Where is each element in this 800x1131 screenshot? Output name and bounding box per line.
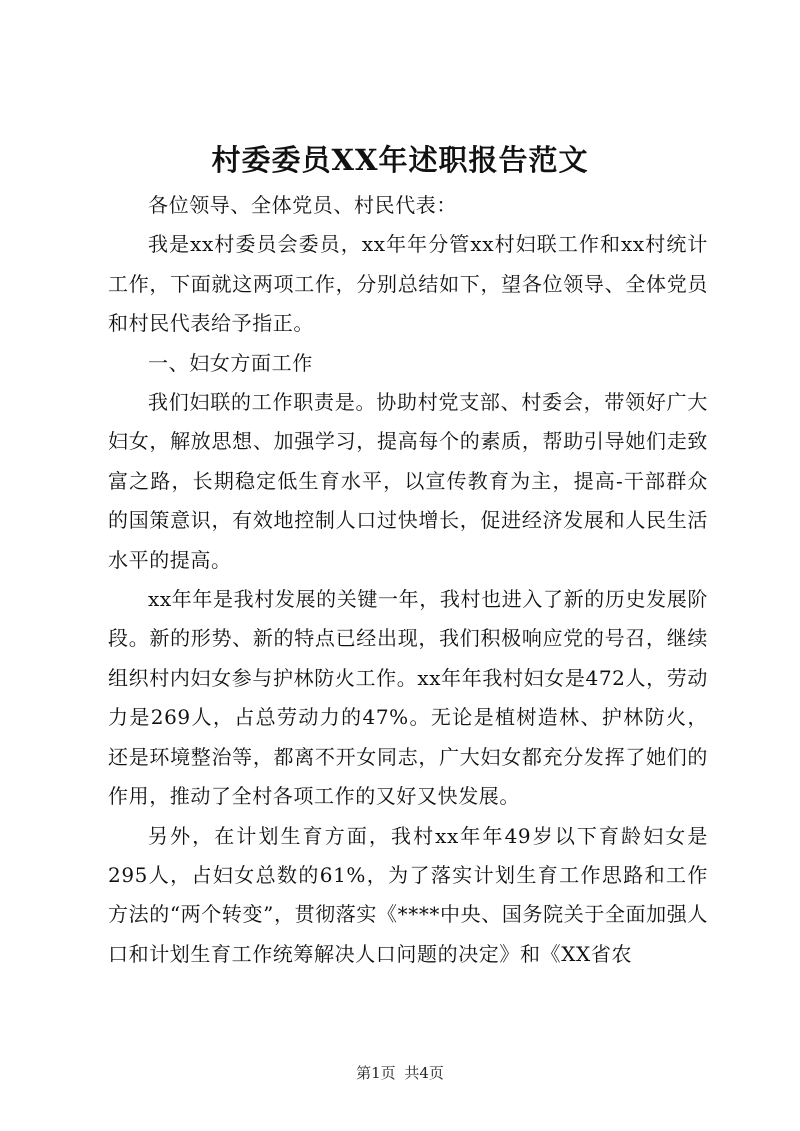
page-footer	[0, 1062, 800, 1083]
salutation-paragraph: 各位领导、全体党员、村民代表：	[148, 193, 457, 217]
page-total: 共4页	[404, 1064, 444, 1082]
document-body	[108, 186, 708, 974]
body-paragraph: 我们妇联的工作职责是。协助村党支部、村委会，带领好广大妇女，解放思想、加强学习，提高每个的素质，帮助引导她们走致富之路，长期稳定低生育水平，以宣传教育为主，提高-干部群众的国策意识，有效地控制人口过快增长，促进经济发展和人民生活水平的提高。	[108, 390, 708, 572]
intro-paragraph: 我是xx村委员会委员，xx年年分管xx村妇联工作和xx村统计工作，下面就这两项工作，分别总结如下，望各位领导、全体党员和村民代表给予指正。	[108, 232, 708, 336]
document-title: 村委委员XX年述职报告范文	[211, 143, 589, 177]
page-number: 第1页	[356, 1064, 396, 1082]
body-paragraph: 另外，在计划生育方面，我村xx年年49岁以下育龄妇女是295人，占妇女总数的61%，为了落实计划生育工作思路和工作方法的“两个转变”，贯彻落实《****中央、国务院关于全面加强人口和计划生育工作统筹解决人口问题的决定》和《XX省农	[108, 823, 708, 966]
section-heading: 一、妇女方面工作	[148, 350, 313, 375]
body-paragraph: xx年年是我村发展的关键一年，我村也进入了新的历史发展阶段。新的形势、新的特点已经出现，我们积极响应党的号召，继续组织村内妇女参与护林防火工作。xx年年我村妇女是472人，劳动力是269人，占总劳动力的47%。无论是植树造林、护林防火，还是环境整治等，都离不开女同志，广大妇女都充分发挥了她们的作用，推动了全村各项工作的又好又快发展。	[108, 587, 708, 809]
